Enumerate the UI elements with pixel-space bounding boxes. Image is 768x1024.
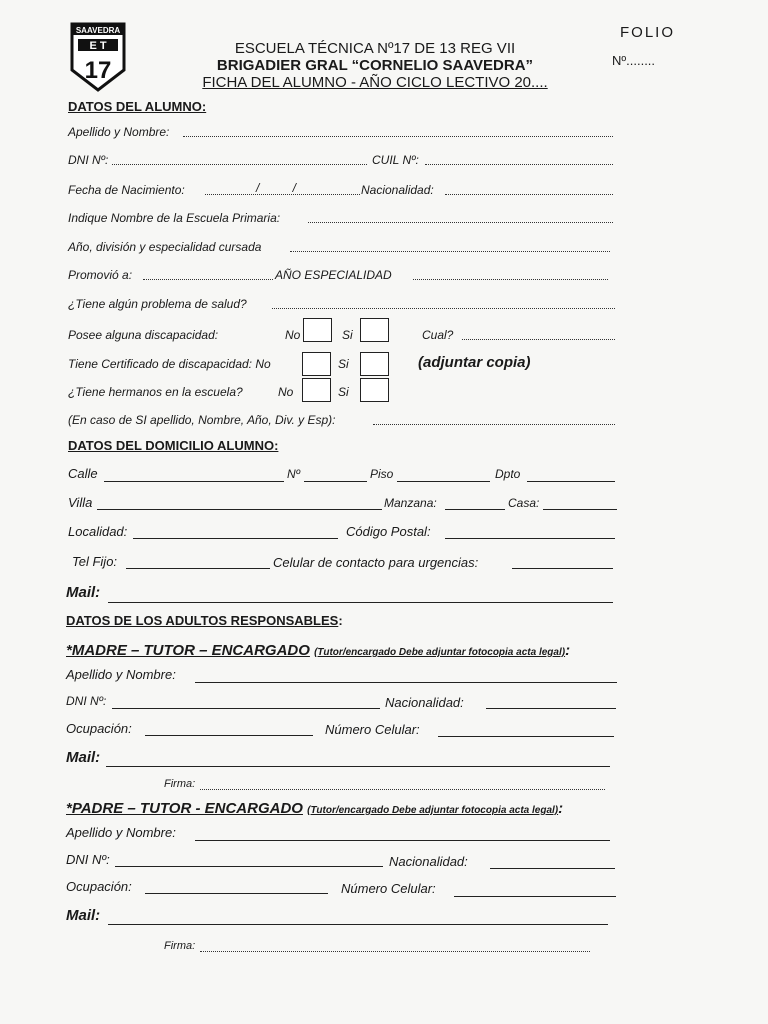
- label-promoted: Promovió a:: [68, 268, 133, 282]
- label-emergency-cell: Celular de contacto para urgencias:: [273, 555, 479, 570]
- label-number: Nº: [287, 467, 301, 481]
- section-address: DATOS DEL DOMICILIO ALUMNO:: [68, 438, 279, 453]
- field-father-signature[interactable]: [200, 951, 590, 952]
- field-student-mail[interactable]: [108, 602, 613, 603]
- label-siblings-detail: (En caso de SI apellido, Nombre, Año, Div. y Esp):: [68, 413, 336, 427]
- field-nationality[interactable]: [445, 194, 613, 195]
- label-primary-school: Indique Nombre de la Escuela Primaria:: [68, 211, 281, 225]
- label-villa: Villa: [68, 495, 93, 510]
- school-logo: [70, 22, 126, 92]
- field-emergency-cell[interactable]: [512, 568, 613, 569]
- label-mother-cell: Número Celular:: [325, 722, 420, 737]
- checkbox-siblings-si[interactable]: [360, 378, 389, 402]
- label-mother-name: Apellido y Nombre:: [66, 667, 176, 682]
- field-block[interactable]: [445, 509, 505, 510]
- field-apartment[interactable]: [527, 481, 615, 482]
- label-nationality: Nacionalidad:: [361, 183, 434, 197]
- school-name: ESCUELA TÉCNICA Nº17 DE 13 REG VII: [234, 40, 516, 57]
- label-apartment: Dpto: [495, 467, 521, 481]
- label-siblings-si: Si: [338, 385, 349, 399]
- field-mother-cell[interactable]: [438, 736, 614, 737]
- field-health[interactable]: [272, 308, 615, 309]
- logo-top-text: SAAVEDRA: [75, 26, 121, 35]
- logo-number: 17: [84, 57, 112, 84]
- field-father-mail[interactable]: [108, 924, 608, 925]
- field-father-occupation[interactable]: [145, 893, 328, 894]
- field-which[interactable]: [462, 339, 615, 340]
- label-mother-dni: DNI Nº:: [66, 694, 107, 708]
- field-year-division[interactable]: [290, 251, 610, 252]
- attach-copy-note: (adjuntar copia): [418, 354, 531, 371]
- label-father-mail: Mail:: [66, 907, 101, 924]
- field-specialty[interactable]: [413, 279, 608, 280]
- section-guardians: [66, 613, 343, 628]
- label-student-dni: DNI Nº:: [68, 153, 109, 167]
- label-which: Cual?: [422, 328, 454, 342]
- label-student-cuil: CUIL Nº:: [372, 153, 419, 167]
- label-postal-code: Código Postal:: [346, 524, 431, 539]
- father-heading: [66, 800, 563, 817]
- checkbox-certificate-no[interactable]: [302, 352, 331, 376]
- father-title: *PADRE – TUTOR - ENCARGADO: [66, 800, 303, 817]
- field-father-nationality[interactable]: [490, 868, 615, 869]
- field-mother-name[interactable]: [195, 682, 617, 683]
- label-floor: Piso: [370, 467, 394, 481]
- checkbox-disability-si[interactable]: [360, 318, 389, 342]
- field-villa[interactable]: [97, 509, 382, 510]
- label-father-occupation: Ocupación:: [66, 879, 132, 894]
- field-mother-mail[interactable]: [106, 766, 610, 767]
- label-father-name: Apellido y Nombre:: [66, 825, 176, 840]
- label-locality: Localidad:: [68, 524, 128, 539]
- mother-title: *MADRE – TUTOR – ENCARGADO: [66, 642, 310, 659]
- field-primary-school[interactable]: [308, 222, 613, 223]
- field-number[interactable]: [304, 481, 367, 482]
- field-phone[interactable]: [126, 568, 270, 569]
- field-street[interactable]: [104, 481, 284, 482]
- school-patron: BRIGADIER GRAL “CORNELIO SAAVEDRA”: [216, 57, 534, 74]
- section-guardians-colon: :: [338, 613, 343, 628]
- label-birth-date: Fecha de Nacimiento:: [68, 183, 185, 197]
- label-mother-nationality: Nacionalidad:: [385, 695, 464, 710]
- mother-colon: :: [565, 642, 571, 659]
- field-father-cell[interactable]: [454, 896, 616, 897]
- label-health: ¿Tiene algún problema de salud?: [68, 297, 247, 311]
- label-mother-occupation: Ocupación:: [66, 721, 132, 736]
- label-disability: Posee alguna discapacidad:: [68, 328, 219, 342]
- father-colon: :: [558, 800, 564, 817]
- field-student-dni[interactable]: [112, 164, 367, 165]
- checkbox-certificate-si[interactable]: [360, 352, 389, 376]
- father-note: (Tutor/encargado Debe adjuntar fotocopia acta legal): [307, 805, 559, 816]
- field-house[interactable]: [543, 509, 617, 510]
- field-mother-dni[interactable]: [112, 708, 380, 709]
- field-siblings-detail[interactable]: [373, 424, 615, 425]
- label-siblings-no: No: [278, 385, 294, 399]
- form-title: FICHA DEL ALUMNO - AÑO CICLO LECTIVO 20....: [202, 74, 548, 91]
- field-student-name[interactable]: [183, 136, 613, 137]
- folio-label: FOLIO: [620, 24, 676, 41]
- label-father-dni: DNI Nº:: [66, 852, 110, 867]
- field-mother-nationality[interactable]: [486, 708, 616, 709]
- checkbox-siblings-no[interactable]: [302, 378, 331, 402]
- label-certificate: Tiene Certificado de discapacidad: No: [68, 357, 271, 371]
- label-street: Calle: [68, 466, 98, 481]
- field-promoted-year[interactable]: [143, 279, 273, 280]
- label-year-division: Año, división y especialidad cursada: [68, 240, 262, 254]
- mother-heading: [66, 642, 570, 659]
- label-father-nationality: Nacionalidad:: [389, 854, 468, 869]
- field-mother-occupation[interactable]: [145, 735, 313, 736]
- folio-number: Nº........: [612, 53, 656, 68]
- field-student-cuil[interactable]: [425, 164, 613, 165]
- label-year-specialty: AÑO ESPECIALIDAD: [275, 268, 392, 282]
- section-guardians-title: DATOS DE LOS ADULTOS RESPONSABLES: [66, 613, 339, 628]
- label-mother-signature: Firma:: [164, 778, 196, 790]
- field-mother-signature[interactable]: [200, 789, 605, 790]
- label-siblings: ¿Tiene hermanos en la escuela?: [68, 385, 243, 399]
- section-student: DATOS DEL ALUMNO:: [68, 99, 207, 114]
- label-disability-si: Si: [342, 328, 353, 342]
- logo-letters: E T: [89, 40, 107, 52]
- label-house: Casa:: [508, 496, 540, 510]
- label-father-cell: Número Celular:: [341, 881, 436, 896]
- field-father-dni[interactable]: [115, 866, 383, 867]
- field-postal-code[interactable]: [445, 538, 615, 539]
- label-father-signature: Firma:: [164, 940, 196, 952]
- birth-date-separators: / /: [256, 181, 297, 195]
- field-locality[interactable]: [133, 538, 338, 539]
- checkbox-disability-no[interactable]: [303, 318, 332, 342]
- label-block: Manzana:: [384, 496, 437, 510]
- field-floor[interactable]: [397, 481, 490, 482]
- label-student-mail: Mail:: [66, 584, 101, 601]
- mother-note: (Tutor/encargado Debe adjuntar fotocopia acta legal): [314, 647, 566, 658]
- label-student-name: Apellido y Nombre:: [68, 125, 170, 139]
- label-mother-mail: Mail:: [66, 749, 101, 766]
- label-phone: Tel Fijo:: [72, 554, 118, 569]
- label-disability-no: No: [285, 328, 301, 342]
- field-father-name[interactable]: [195, 840, 610, 841]
- label-certificate-si: Si: [338, 357, 349, 371]
